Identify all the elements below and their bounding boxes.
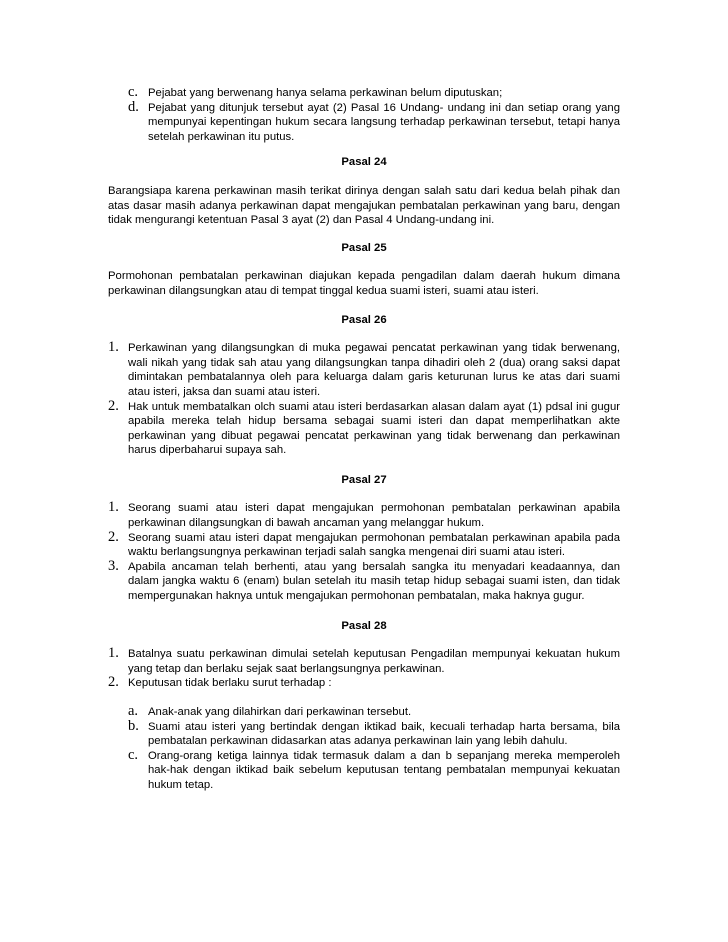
list-item <box>108 557 620 604</box>
list-item-text: Keputusan tidak berlaku surut terhadap : <box>128 677 332 690</box>
list-item-text: Orang-orang ketiga lainnya tidak termasuk dalam a dan b sepanjang mereka memperoleh hak-hak dengan iktikad baik sebelum keputusan tentang pembatalan mempunyai kekuatan hukum tetap. <box>148 749 620 791</box>
pasal-24-heading: Pasal 24 <box>341 156 387 169</box>
pasal-24-text: Barangsiapa karena perkawinan masih terikat dirinya dengan salah satu dari kedua belah pihak dan atas dasar masih adanya perkawinan dapat mengajukan pembatalan perkawinan yang baru, dengan tidak mengurangi ketentuan Pasal 3 ayat (2) dan Pasal 4 Undang-undang ini. <box>108 184 620 227</box>
list-marker: c. <box>128 746 139 763</box>
list-item-text: Batalnya suatu perkawinan dimulai setelah keputusan Pengadilan mempunyai kekuatan hukum yang tetap dan berlaku sejak saat berlangsungnya perkawinan. <box>128 648 620 675</box>
list-marker: c. <box>128 84 139 100</box>
list-item <box>108 528 620 560</box>
list-item-text: Seorang suami atau isteri dapat mengajukan permohonan pembatalan perkawinan apabila pada waktu berlangsungnya perkawinan terjadi salah sangka mengenai diri suami atau isteri. <box>128 531 620 559</box>
list-item-text: Apabila ancaman telah berhenti, atau yang bersalah sangka itu menyadari keadaannya, dan dalam jangka waktu 6 (enam) bulan setelah itu masih tetap hidup sebagai suami isten, dan tidak mempergunakan haknya untuk mengajukan permohonan pembatalan, maka haknya gugur. <box>128 560 620 603</box>
list-marker: 2. <box>108 528 119 545</box>
list-item-text: Hak untuk membatalkan olch suami atau isteri berdasarkan alasan dalam ayat (1) pdsal ini gugur apabila mereka telah hidup bersama sebagai suami isteri dan dapat memperlihatkan akte perkawinan yang dibuat pegawai pencatat perkawinan yang tidak berwenang dan perkawinan harus diperbaharui supaya sah. <box>128 400 620 457</box>
pasal-27-heading: Pasal 27 <box>341 473 387 486</box>
pasal-25-heading: Pasal 25 <box>341 241 387 254</box>
list-item-text: Seorang suami atau isteri dapat mengajukan permohonan pembatalan perkawinan apabila perkawinan dilangsungkan di bawah ancaman yang melanggar hukum. <box>128 502 620 530</box>
list-item-text: Pejabat yang berwenang hanya selama perkawinan belum diputuskan; <box>148 87 503 99</box>
sub-list-item <box>108 746 620 793</box>
list-marker: 1. <box>108 499 119 516</box>
list-item <box>108 341 620 399</box>
sub-list-item <box>108 717 620 749</box>
list-marker: 3. <box>108 557 119 574</box>
list-item-text: Pejabat yang ditunjuk tersebut ayat (2) Pasal 16 Undang- undang ini dan setiap orang yang mempunyai kepentingan hukum secara langsung terhadap perkawinan tersebut, tetapi hanya setelah perkawinan itu putus. <box>148 101 620 143</box>
document-body <box>108 86 620 793</box>
pasal-26-heading: Pasal 26 <box>341 313 387 326</box>
list-item <box>108 98 620 145</box>
list-item <box>108 86 620 101</box>
list-marker: 2. <box>108 674 119 691</box>
list-marker: d. <box>128 98 139 115</box>
list-marker: 2. <box>108 397 119 414</box>
list-item-text: Perkawinan yang dilangsungkan di muka pegawai pencatat perkawinan yang tidak berwenang, wali nikah yang tidak sah atau yang dilangsungkan tanpa dihadiri oleh 2 (dua) orang saksi dapat dimintakan pembatalannya oleh para keluarga dalam garis keturunan lurus ke atas dari suami atau isteri, jaksa dan suami atau isteri. <box>128 342 620 398</box>
list-item-text: Suami atau isteri yang bertindak dengan iktikad baik, kecuali terhadap harta bersama, bila pembatalan perkawinan didasarkan atas adanya perkawinan lain yang lebih dahulu. <box>148 720 620 748</box>
list-item <box>108 501 620 530</box>
pasal-25-text: Pormohonan pembatalan perkawinan diajukan kepada pengadilan dalam daerah hukum dimana perkawinan dilangsungkan atau di tempat tinggal kedua suami isteri, suami atau isteri. <box>108 270 620 297</box>
list-marker: a. <box>128 703 139 719</box>
list-item <box>108 647 620 676</box>
list-marker: b. <box>128 717 139 734</box>
pasal-28-heading: Pasal 28 <box>341 619 387 632</box>
sub-list-item <box>108 705 620 720</box>
list-marker: 1. <box>108 339 119 356</box>
list-item <box>108 397 620 458</box>
list-item-text: Anak-anak yang dilahirkan dari perkawinan tersebut. <box>148 706 412 718</box>
list-marker: 1. <box>108 645 119 662</box>
list-item <box>108 676 620 691</box>
